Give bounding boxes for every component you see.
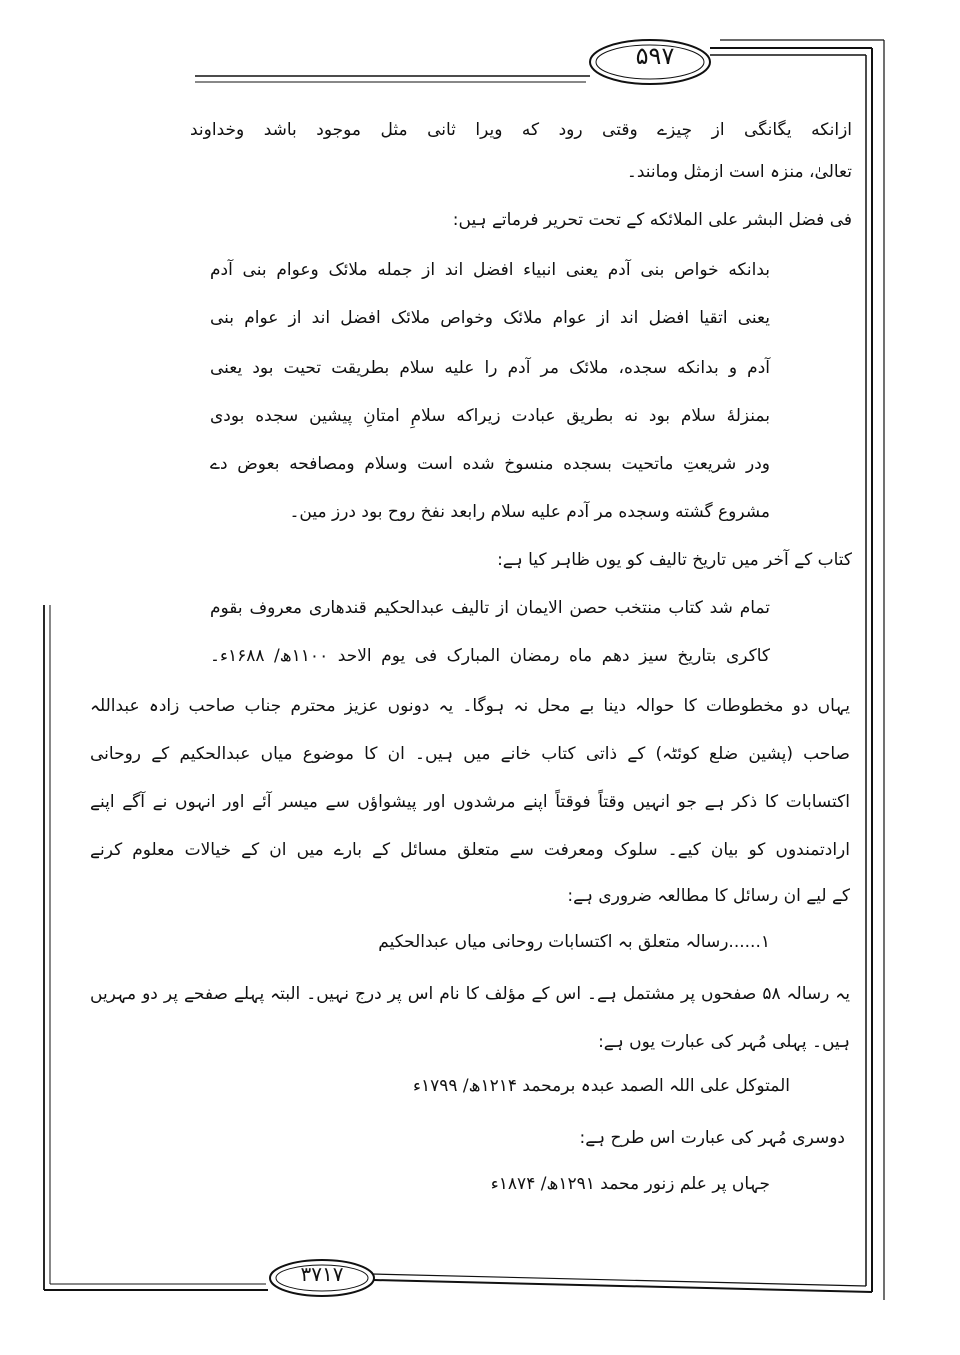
text-line-19: یہ رسالہ ۵۸ صفحوں پر مشتمل ہے۔ اس کے مؤلف کا نام اس پر درج نہیں۔ البتہ پہلے صفحے پر دو مہریں [90, 984, 850, 1004]
seal-inscription-1: المتوکل علی اللہ الصمد عبدہ برمحمد ۱۲۱۴ھ/ ۱۷۹۹ء [412, 1076, 790, 1096]
text-line-16: ارادتمندوں کو بیان کیے۔ سلوک ومعرفت سے متعلق مسائل کے بارے میں ان کے خیالات معلوم کرنے [90, 840, 850, 860]
text-line-10: کتاب کے آخر میں تاریخ تالیف کو یوں ظاہر کیا ہے: [497, 550, 852, 570]
text-line-3: فی فضل البشر علی الملائکه کے تحت تحریر فرماتے ہیں: [452, 210, 852, 230]
seal-inscription-2: جہاں پر علم زنور محمد ۱۲۹۱ھ/ ۱۸۷۴ء [490, 1174, 770, 1194]
text-line-7: بمنزلهٔ سلام بود نه بطریق عبادت زیراکه سلامِ امتانِ پیشین سجده بودی [210, 406, 770, 426]
text-line-6: آدم و بدانکه سجده، ملائک مر آدم را علیه سلام بطریقت تحیت بود یعنی [210, 358, 770, 378]
text-line-15: اکتسابات کا ذکر ہے جو انہیں وقتاً فوقتاً اپنے مرشدوں اور پیشواؤں سے میسر آئے اور انہوں نے آگے اپنے [90, 792, 850, 812]
text-line-12: کاکری بتاریخ سیز دهم ماه رمضان المبارک فی یوم الاحد ۱۱۰۰ھ/ ۱۶۸۸ء۔ [210, 646, 770, 666]
text-line-4: بدانکه خواص بنی آدم یعنی انبیاء افضل اند از جمله ملائک وعوام بنی آدم [210, 260, 770, 280]
page-number-bottom: ۳۷۱۷ [300, 1262, 344, 1286]
text-line-9: مشروع گشته وسجده مر آدم علیه سلام رابعد نفخ روح بود درز مین۔ [289, 502, 770, 522]
text-line-2: تعالیٰ، منزہ است ازمثل ومانند۔ [626, 162, 852, 182]
text-line-1: ازانکه یگانگی از چیزے وقتی رود که ویرا ثانی مثل موجود باشد وخداوند [190, 120, 852, 140]
page-number-top: ۵۹۷ [635, 42, 675, 70]
text-line-20: ہیں۔ پہلی مُہر کی عبارت یوں ہے: [598, 1032, 850, 1052]
text-line-5: یعنی اتقیا افضل اند از عوام ملائک وخواص ملائک افضل اند از عوام بنی [210, 308, 770, 328]
text-line-17: کے لیے ان رسائل کا مطالعہ ضروری ہے: [567, 886, 850, 906]
text-line-22: دوسری مُہر کی عبارت اس طرح ہے: [579, 1128, 845, 1148]
text-line-11: تمام شد کتاب منتخب حصن الایمان از تالیف عبدالحکیم قندهاری معروف بقوم [210, 598, 770, 618]
text-line-8: ودر شریعتِ ماتحیت بسجده منسوخ شده است وسلام ومصافحه بعوض دے [210, 454, 770, 474]
text-line-13: یہاں دو مخطوطات کا حوالہ دینا بے محل نہ ہوگا۔ یہ دونوں عزیز محترم جناب صاحب زادہ عبداللہ [90, 696, 850, 716]
text-line-14: صاحب (پشین ضلع کوئٹہ) کے ذاتی کتاب خانے میں ہیں۔ ان کا موضوع میاں عبدالحکیم کے روحانی [90, 744, 850, 764]
text-line-18: ۱......رسالہ متعلق بہ اکتسابات روحانی میاں عبدالحکیم [378, 932, 770, 952]
